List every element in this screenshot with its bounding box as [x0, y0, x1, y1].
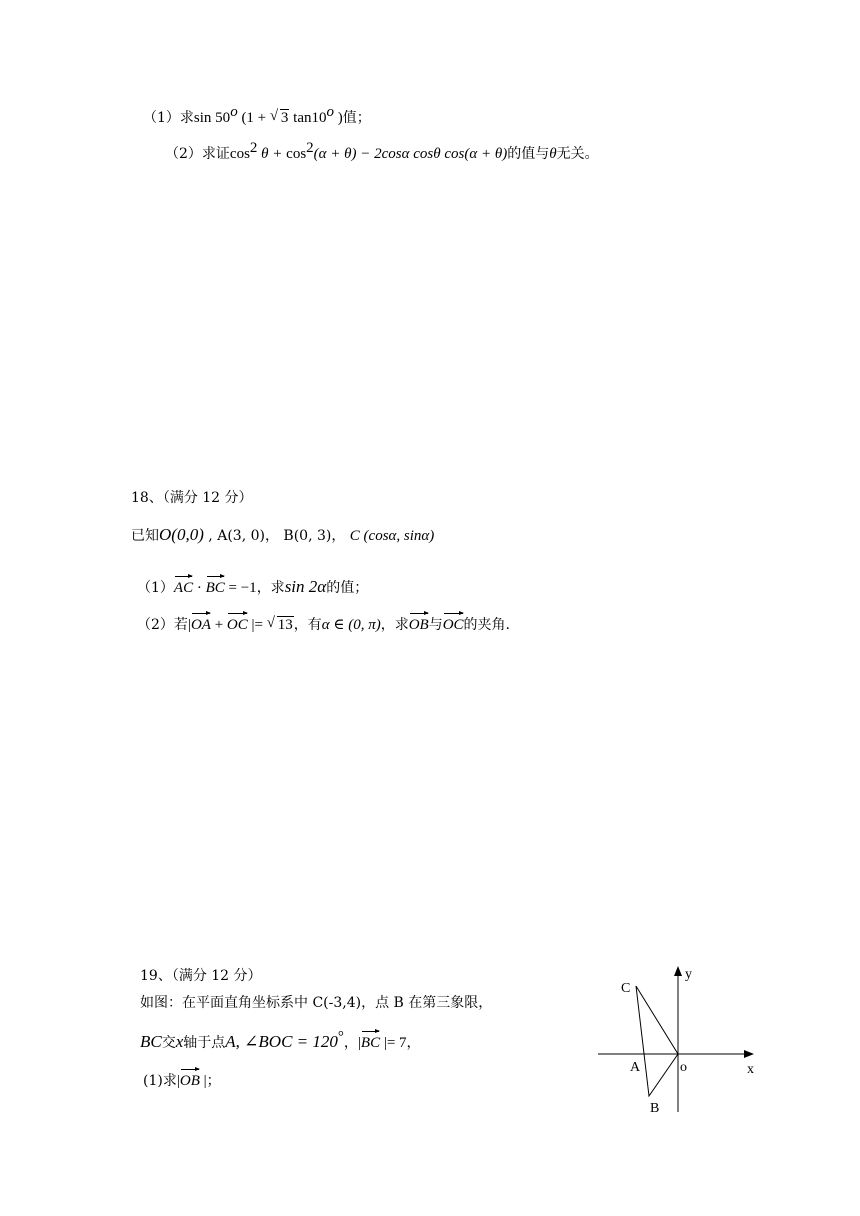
label-x: x: [747, 1062, 754, 1077]
part-label: （1）求: [143, 110, 194, 126]
vector-OC: OC: [443, 611, 464, 635]
vector-OB: OB: [409, 611, 429, 635]
problem18-given: 已知O(0,0) , A(3, 0)， B(0, 3)， C (cosα, sinα): [131, 525, 435, 544]
problem19-line2: BC交x轴于点A, ∠BOC = 120°，|BC |= 7，: [140, 1029, 421, 1051]
problem18-part1: （1）AC · BC = −1，求sin 2α的值；: [137, 574, 368, 598]
part-label: （2）若: [137, 617, 188, 633]
x-axis-arrow: [744, 1050, 754, 1058]
triangle-BOC: [636, 986, 678, 1096]
vector-OA: OA: [191, 611, 211, 635]
sqrt: √ 3: [270, 108, 290, 128]
label-y: y: [685, 967, 692, 982]
problem19-line1: 如图：在平面直角坐标系中 C(-3,4)，点 B 在第三象限，: [140, 995, 493, 1011]
vector-BC: BC: [361, 1029, 380, 1053]
part-label: （1）: [137, 580, 174, 596]
problem18-heading: 18、（满分 12 分）: [131, 490, 253, 506]
problem19-part1: (1)求|OB |；: [143, 1067, 221, 1091]
label-o: o: [680, 1060, 687, 1075]
vector-OC: OC: [227, 611, 248, 635]
label-C: C: [621, 981, 631, 996]
vector-OB: OB: [180, 1067, 200, 1091]
vector-AC: AC: [174, 574, 193, 598]
sqrt: √ 13: [267, 615, 294, 635]
label-A: A: [630, 1060, 641, 1075]
y-axis-arrow: [674, 966, 682, 976]
part-label: (1)求: [143, 1073, 177, 1089]
vector-BC: BC: [206, 574, 225, 598]
problem17-part1: （1）求sin 50$^o$ (1 + √ 3 tan10$^o$ )值；: [143, 108, 371, 128]
label-B: B: [650, 1101, 660, 1116]
part-label: （2）求证: [165, 146, 230, 162]
coordinate-figure: [592, 960, 762, 1120]
problem18-part2: （2）若|OA + OC |= √ 13，有α ∈ (0, π)，求OB与OC的夹角.: [137, 611, 510, 635]
problem19-heading: 19、（满分 12 分）: [140, 968, 262, 984]
problem17-part2: （2）求证$\cos^2 \theta + \cos^2(\alpha + \theta) - 2\cos\alpha$ cosθ cos(α + θ)的值与θ无关。: [165, 140, 599, 162]
